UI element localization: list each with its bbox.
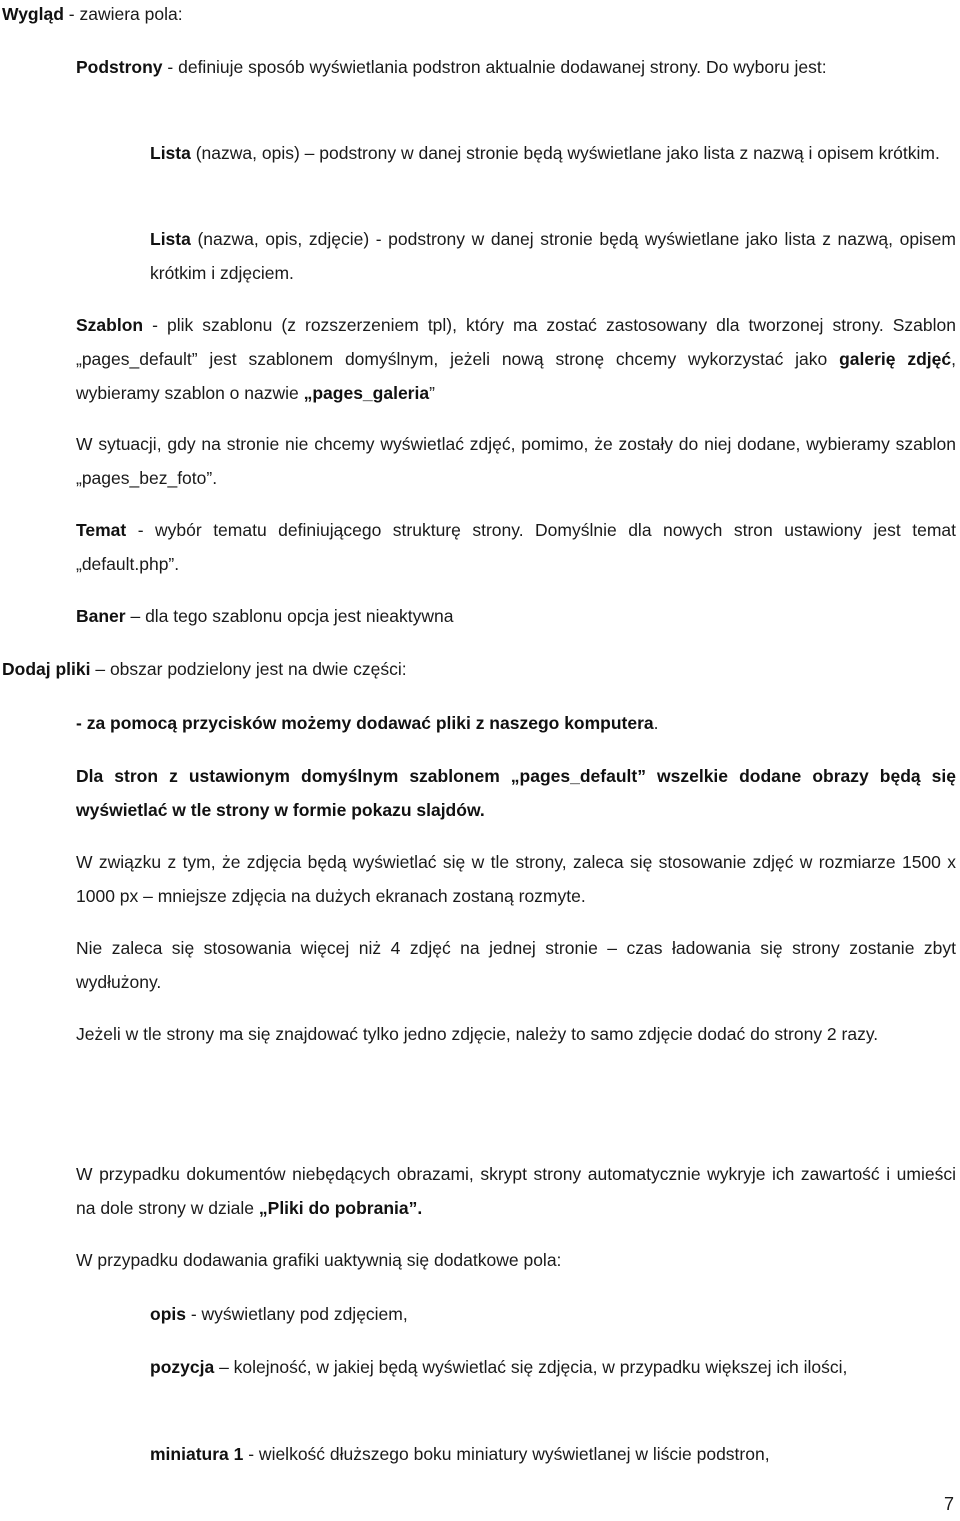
field-baner: [76, 599, 956, 633]
field-pozycja: [150, 1350, 956, 1384]
text: - wielkość dłuższego boku miniatury wyświetlanej w liście podstron,: [243, 1444, 770, 1464]
text: – dla tego szablonu opcja jest nieaktywna: [125, 606, 454, 626]
text: - wyświetlany pod zdjęciem,: [185, 1304, 408, 1324]
paragraph-przyciski: [76, 706, 956, 740]
bold-pliki-do-pobrania: „Pliki do pobrania”.: [258, 1198, 423, 1218]
label: Dodaj pliki: [2, 659, 91, 679]
paragraph-grafika: W przypadku dodawania grafiki uaktywnią się dodatkowe pola:: [76, 1250, 562, 1270]
label: Temat: [76, 520, 127, 540]
paragraph-zwiazek: W związku z tym, że zdjęcia będą wyświetlać się w tle strony, zaleca się stosowanie zdjęć w rozmiarze 1500 x 1000 px – mniejsze zdjęcia na dużych ekranach zostaną rozmyte.: [76, 852, 956, 906]
label: Baner: [76, 606, 126, 626]
text: - wybór tematu definiującego strukturę strony. Domyślnie dla nowych stron ustawiony jest temat „default.php”.: [76, 520, 956, 574]
label: opis: [150, 1304, 186, 1324]
text: ”: [429, 383, 435, 403]
text: (nazwa, opis) – podstrony w danej stronie będą wyświetlane jako lista z nazwą i opisem krótkim.: [190, 143, 940, 163]
heading-wyglad: [2, 0, 952, 31]
text: , wybieramy szablon o nazwie: [76, 349, 956, 403]
label: miniatura 1: [150, 1444, 244, 1464]
bold-galeria: galerię zdjęć: [839, 349, 952, 369]
field-temat: [76, 513, 956, 581]
heading-dodaj-pliki: [2, 652, 952, 686]
option-lista-1: [150, 136, 956, 170]
paragraph-dla-stron: [76, 759, 956, 827]
paragraph-sytuacja: W sytuacji, gdy na stronie nie chcemy wyświetlać zdjęć, pomimo, że zostały do niej dodane, wybieramy szablon „pages_bez_foto”.: [76, 434, 956, 488]
field-miniatura: [150, 1437, 956, 1471]
field-szablon: [76, 308, 956, 410]
text: – obszar podzielony jest na dwie części:: [90, 659, 407, 679]
text: - zawiera pola:: [63, 4, 183, 24]
page-number: 7: [943, 1494, 954, 1514]
text: - plik szablonu (z rozszerzeniem tpl), który ma zostać zastosowany dla tworzonej strony. Szablon „pages_default” jest szablonem domyślnym, jeżeli nową stronę chcemy wykorzystać jako: [76, 315, 956, 369]
label: Podstrony: [76, 57, 163, 77]
text: – kolejność, w jakiej będą wyświetlać się zdjęcia, w przypadku większej ich ilości,: [214, 1357, 848, 1377]
label: Wygląd: [2, 4, 64, 24]
bold-text: - za pomocą przycisków możemy dodawać pliki z naszego komputera: [76, 713, 654, 733]
paragraph-jezeli: Jeżeli w tle strony ma się znajdować tylko jedno zdjęcie, należy to samo zdjęcie dodać do strony 2 razy.: [76, 1024, 879, 1044]
option-lista-2: [150, 222, 956, 290]
field-opis: [150, 1297, 956, 1331]
paragraph-dokumenty: [76, 1157, 956, 1225]
label: pozycja: [150, 1357, 215, 1377]
paragraph-nie-zaleca: Nie zaleca się stosowania więcej niż 4 zdjęć na jednej stronie – czas ładowania się strony zostanie zbyt wydłużony.: [76, 938, 956, 992]
bold-pages-galeria: „pages_galeria: [303, 383, 430, 403]
text: .: [653, 713, 659, 733]
label: Szablon: [76, 315, 144, 335]
bold-text: Dla stron z ustawionym domyślnym szablonem „pages_default” wszelkie dodane obrazy będą się wyświetlać w tle strony w formie pokazu slajdów.: [76, 766, 956, 820]
text: W przypadku dokumentów niebędących obrazami, skrypt strony automatycznie wykryje ich zawartość i umieści na dole strony w dziale: [76, 1164, 956, 1218]
text: (nazwa, opis, zdjęcie) - podstrony w danej stronie będą wyświetlane jako lista z nazwą, opisem krótkim i zdjęciem.: [150, 229, 956, 283]
label: Lista: [150, 229, 191, 249]
label: Lista: [150, 143, 191, 163]
field-podstrony: [76, 50, 956, 84]
text: - definiuje sposób wyświetlania podstron aktualnie dodawanej strony. Do wyboru jest:: [162, 57, 827, 77]
